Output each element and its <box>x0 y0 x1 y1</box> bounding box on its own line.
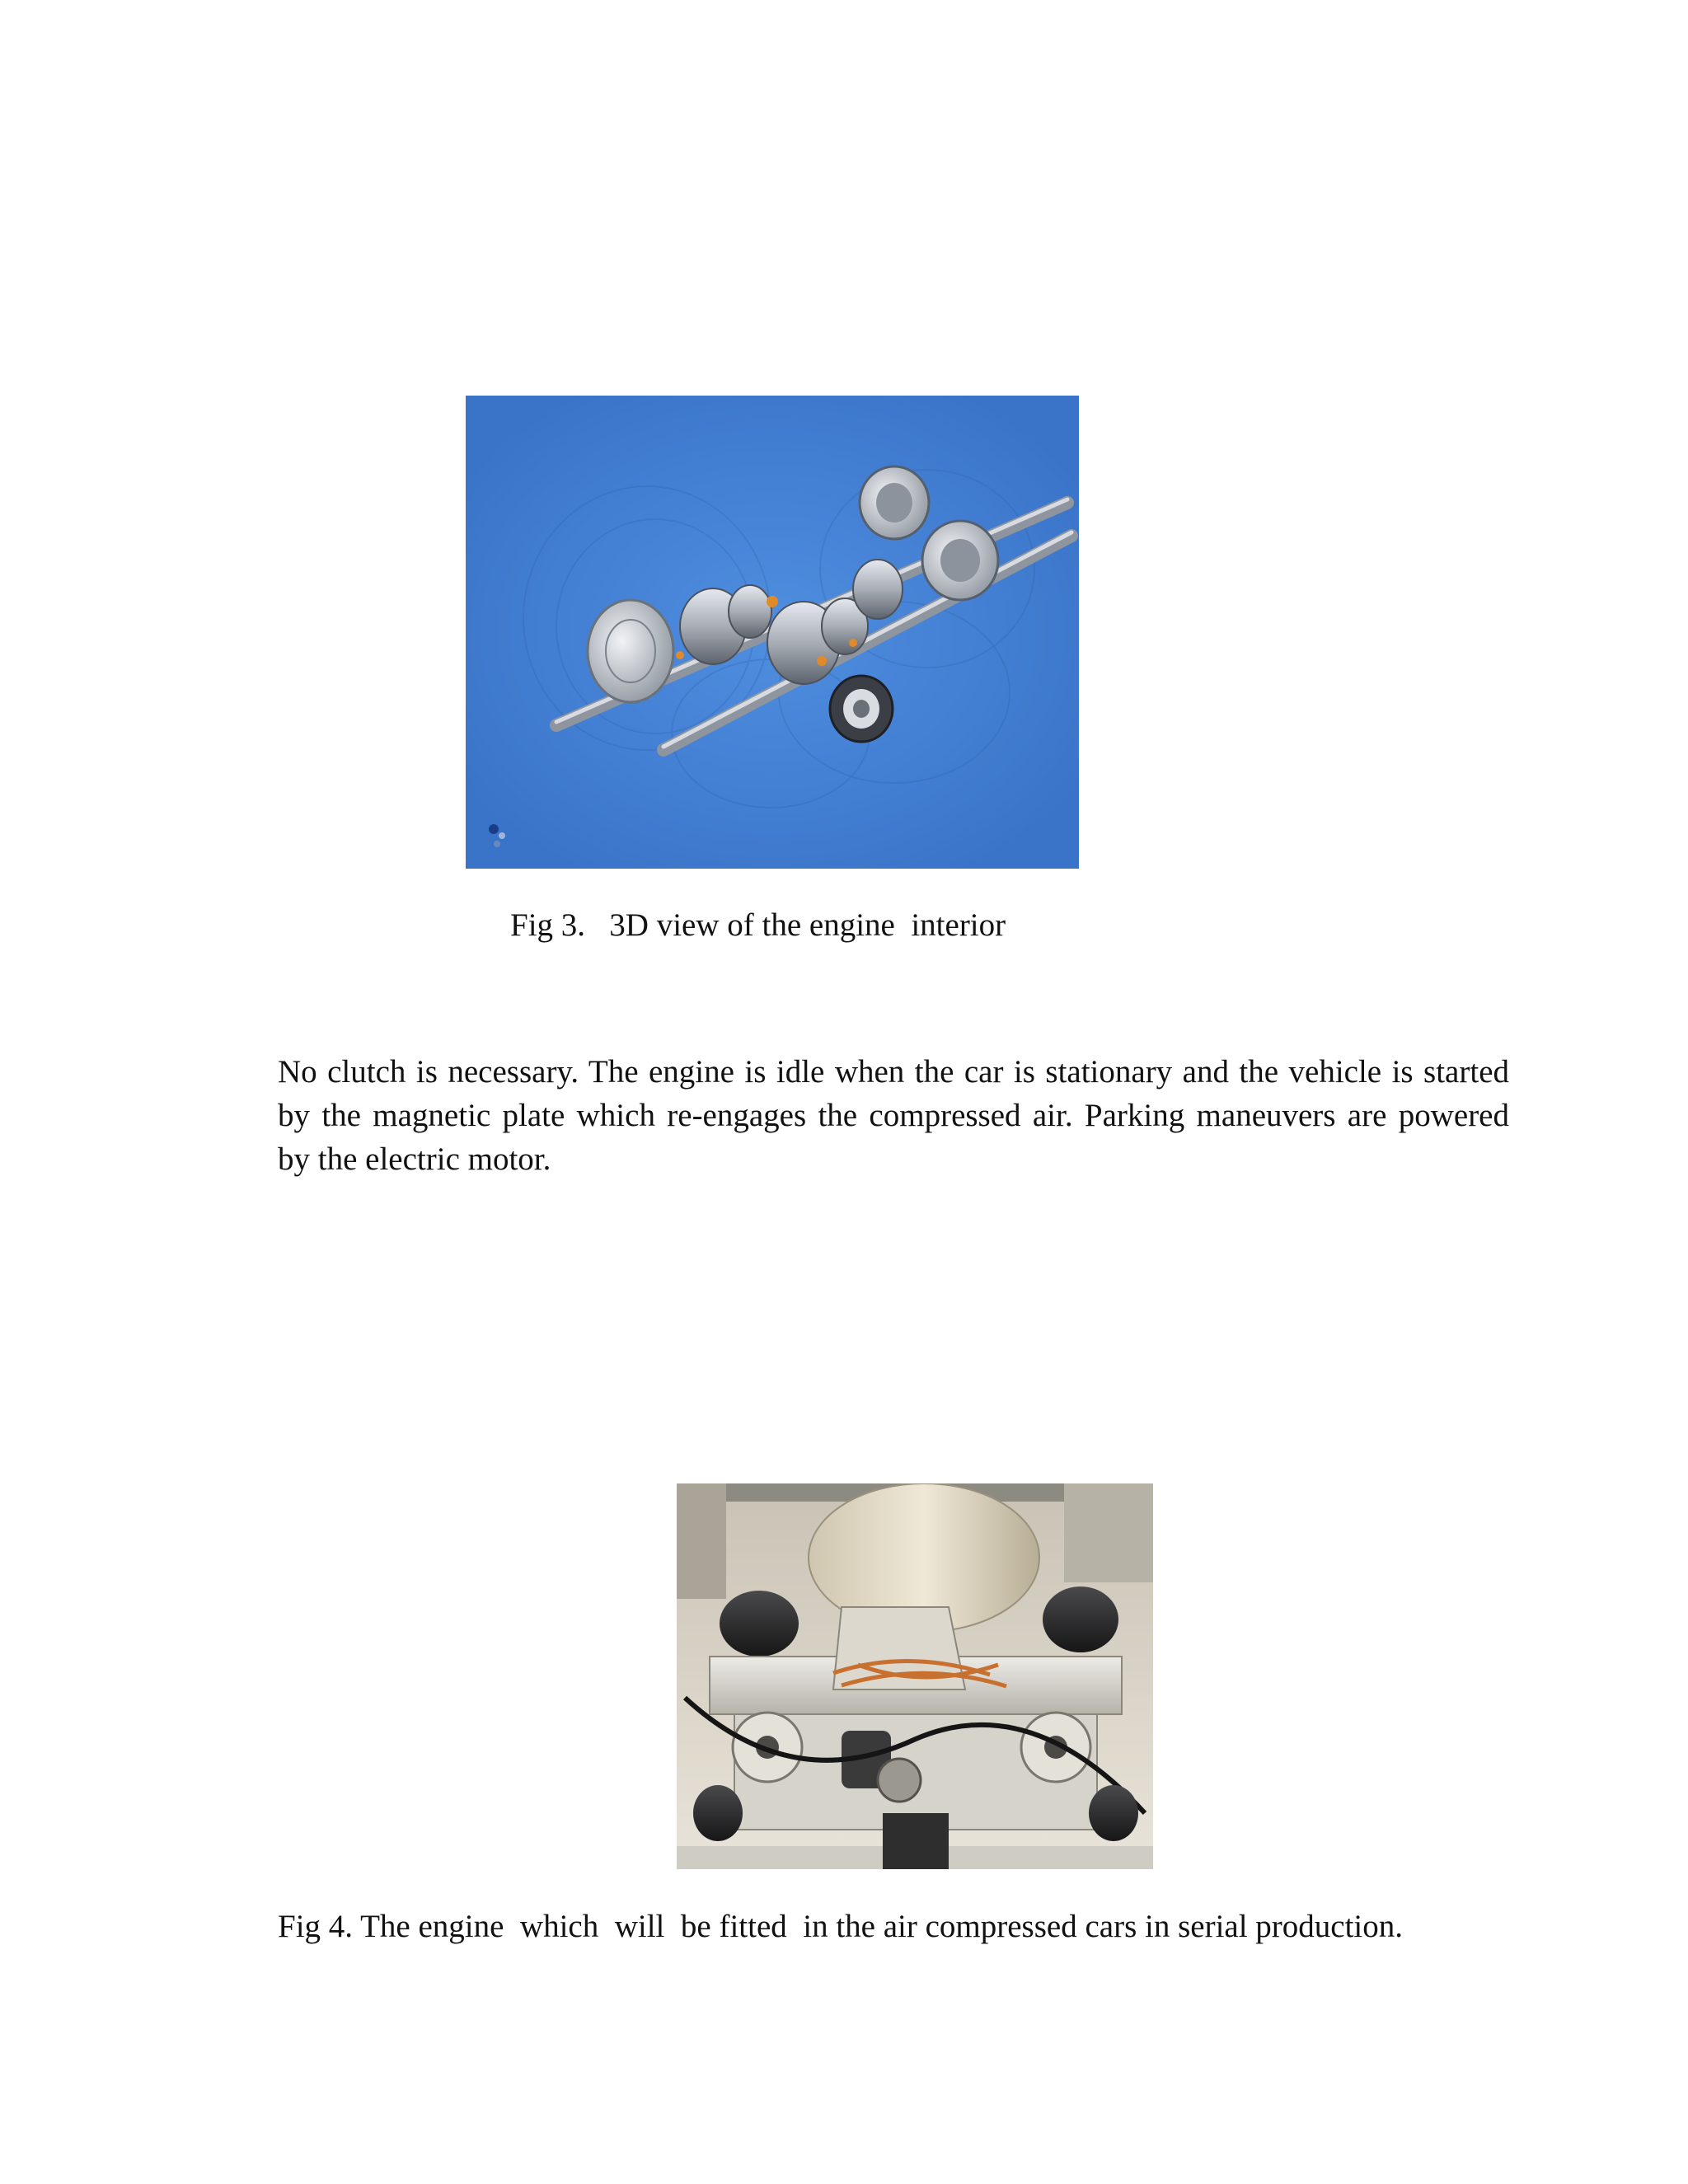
figure-4-image <box>677 1483 1153 1869</box>
figure-4-caption: Fig 4. The engine which will be fitted in the air compressed cars in serial production. <box>278 1909 1404 1944</box>
paragraph-line: by the magnetic plate which re-engages the compressed air. Parking maneuvers are powered <box>278 1098 1509 1133</box>
engine-photo <box>677 1483 1153 1869</box>
engine-interior-render <box>466 396 1079 869</box>
paragraph-line: by the electric motor. <box>278 1141 551 1177</box>
figure-3-caption: Fig 3. 3D view of the engine interior <box>510 907 1006 943</box>
body-paragraph <box>278 1050 1509 1181</box>
figure-3-image <box>466 396 1079 869</box>
paragraph-line: No clutch is necessary. The engine is idle when the car is stationary and the vehicle is started <box>278 1054 1509 1090</box>
